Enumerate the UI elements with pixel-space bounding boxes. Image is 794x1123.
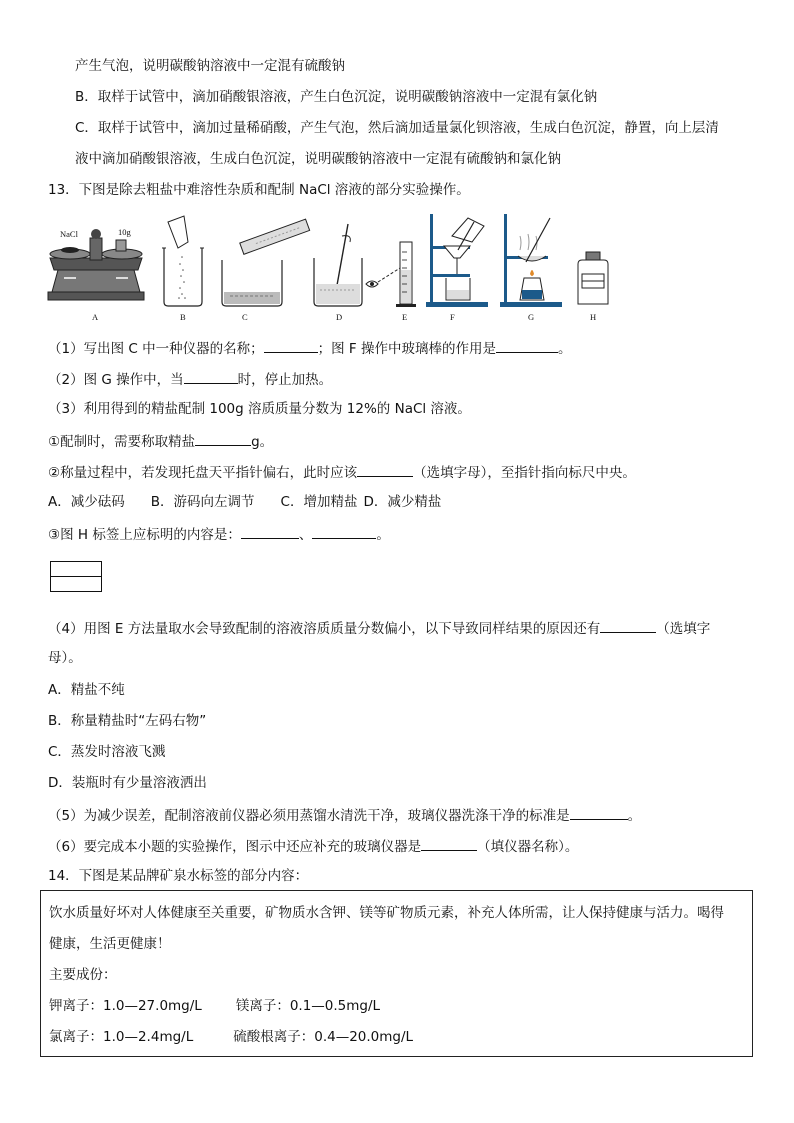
sulfate-ion: 硫酸根离子：0.4—20.0mg/L [233,1029,414,1045]
weight-label: 10g [118,227,131,237]
answer-blank[interactable] [264,338,318,353]
option-c-text: C．取样于试管中，滴加过量稀硝酸，产生气泡，然后滴加适量氯化钡溶液，生成白色沉淀，静置，向上层清 [75,120,719,136]
option-c: C．增加精盐 [280,494,358,510]
option-c: C．蒸发时溶液飞溅 [48,744,166,760]
label-text: 健康，生活更健康！ [49,936,171,952]
answer-blank[interactable] [184,369,238,384]
option-c-text-cont: 液中滴加硝酸银溶液，生成白色沉淀，说明碳酸钠溶液中一定混有硫酸钠和氯化钠 [75,151,561,167]
option-b: B．称量精盐时“左码右物” [48,713,207,729]
ion-row [49,1028,413,1046]
mineral-water-label [40,890,753,1057]
q13-part-1: （1）写出图 C 中一种仪器的名称； ；图 F 操作中玻璃棒的作用是 。 [48,338,571,358]
ingredients-heading: 主要成份： [49,967,117,983]
figure-label-h: H [590,312,597,322]
ion-row [49,997,380,1015]
q13-part-4: （4）用图 E 方法量取水会导致配制的溶液溶质质量分数偏小，以下导致同样结果的原因还有 （选填字 [48,618,710,638]
answer-blank[interactable] [570,805,628,820]
q13-part-2: （2）图 G 操作中，当 时，停止加热。 [48,369,332,389]
experiment-figure [46,212,616,324]
question-13-stem: 13．下图是除去粗盐中难溶性杂质和配制 NaCl 溶液的部分实验操作。 [48,182,470,198]
stirring-figure [308,212,368,322]
balance-figure [46,212,146,322]
option-d: D．减少精盐 [363,494,442,510]
answer-blank[interactable] [357,462,413,477]
tube-figure [216,212,316,322]
q13-part-6: （6）要完成本小题的实验操作，图示中还应补充的玻璃仪器是 （填仪器名称）。 [48,836,578,856]
figure-label-a: A [92,312,99,322]
filtration-figure [424,212,494,322]
figure-label-e: E [402,312,408,322]
q13-part-4-cont: 母）。 [48,650,82,666]
q13-part-3: （3）利用得到的精盐配制 100g 溶质质量分数为 12%的 NaCl 溶液。 [48,401,471,417]
q13-step-2: ②称量过程中，若发现托盘天平指针偏右，此时应该 （选填字母），至指针指向标尺中央。 [48,462,636,482]
evaporation-figure [498,212,568,322]
option-d: D．装瓶时有少量溶液洒出 [48,775,207,791]
pouring-figure [158,212,208,322]
text-line: 产生气泡，说明碳酸钠溶液中一定混有硫酸钠 [75,58,345,74]
answer-blank[interactable] [312,524,376,539]
option-b-text: B．取样于试管中，滴加硝酸银溶液，产生白色沉淀，说明碳酸钠溶液中一定混有氯化钠 [75,89,598,105]
q13-options [48,493,441,511]
option-a: A．减少砝码 [48,494,125,510]
potassium-ion: 钾离子：1.0—27.0mg/L [49,998,202,1014]
answer-blank[interactable] [195,431,251,446]
answer-blank[interactable] [496,338,558,353]
label-text: 饮水质量好坏对人体健康至关重要，矿物质水含钾、镁等矿物质元素，补充人体所需，让人保持健康与活力。喝得 [49,905,724,921]
cylinder-figure [364,212,424,322]
option-a: A．精盐不纯 [48,682,125,698]
q13-step-3: ③图 H 标签上应标明的内容是： 、 。 [48,524,390,544]
answer-blank[interactable] [241,524,299,539]
figure-label-b: B [180,312,186,322]
q13-part-5: （5）为减少误差，配制溶液前仪器必须用蒸馏水清洗干净，玻璃仪器洗涤干净的标准是 。 [48,805,641,825]
figure-label-f: F [450,312,455,322]
figure-label-d: D [336,312,343,322]
option-b: B．游码向左调节 [150,494,255,510]
magnesium-ion: 镁离子：0.1—0.5mg/L [235,998,381,1014]
answer-blank[interactable] [421,836,477,851]
chloride-ion: 氯离子：1.0—2.4mg/L [49,1029,194,1045]
q13-step-1: ①配制时，需要称取精盐 g。 [48,431,273,451]
bottle-figure [568,212,618,322]
label-template-box [50,561,102,592]
nacl-label: NaCl [60,229,78,239]
figure-label-g: G [528,312,535,322]
question-14-stem: 14．下图是某品牌矿泉水标签的部分内容： [48,868,309,884]
answer-blank[interactable] [600,618,656,633]
figure-label-c: C [242,312,248,322]
